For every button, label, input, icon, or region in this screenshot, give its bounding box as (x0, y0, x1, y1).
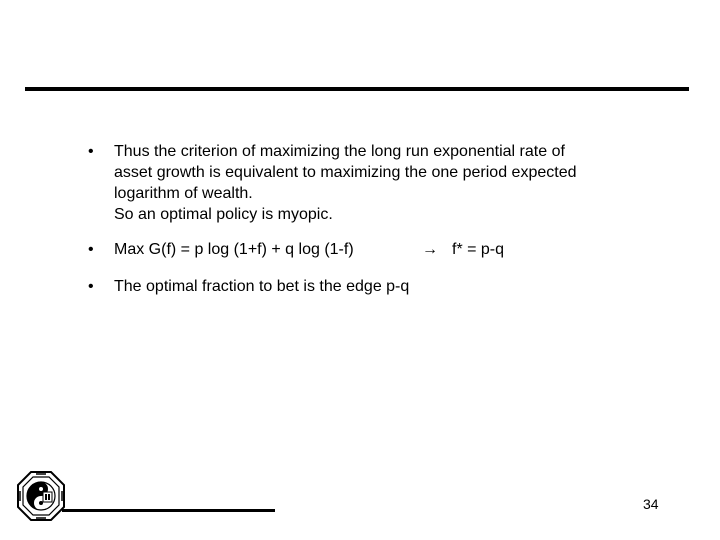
bullet-dot: • (88, 143, 94, 160)
bullet-text-line: logarithm of wealth. (114, 185, 253, 202)
bullet-item-criterion (88, 141, 688, 225)
bullet-item-formula (88, 239, 688, 260)
optimal-fraction-result: f* = p-q (452, 241, 505, 258)
bullet-dot: • (88, 241, 94, 258)
bullet-text-line: The optimal fraction to bet is the edge p-q (114, 278, 410, 295)
bullet-text-line: Thus the criterion of maximizing the long run exponential rate of (114, 143, 565, 160)
bottom-rule (62, 509, 275, 512)
bullet-text-line: asset growth is equivalent to maximizing the one period expected (114, 164, 577, 181)
page-number: 34 (643, 496, 659, 512)
bullet-text-line: So an optimal policy is myopic. (114, 206, 333, 223)
top-rule (25, 87, 689, 91)
bullet-list (88, 141, 688, 297)
implies-arrow-icon: → (422, 241, 438, 258)
bullet-item-edge (88, 276, 688, 297)
bullet-dot: • (88, 278, 94, 295)
octagonal-emblem-icon (16, 470, 66, 522)
growth-formula: Max G(f) = p log (1+f) + q log (1-f) (114, 241, 354, 258)
